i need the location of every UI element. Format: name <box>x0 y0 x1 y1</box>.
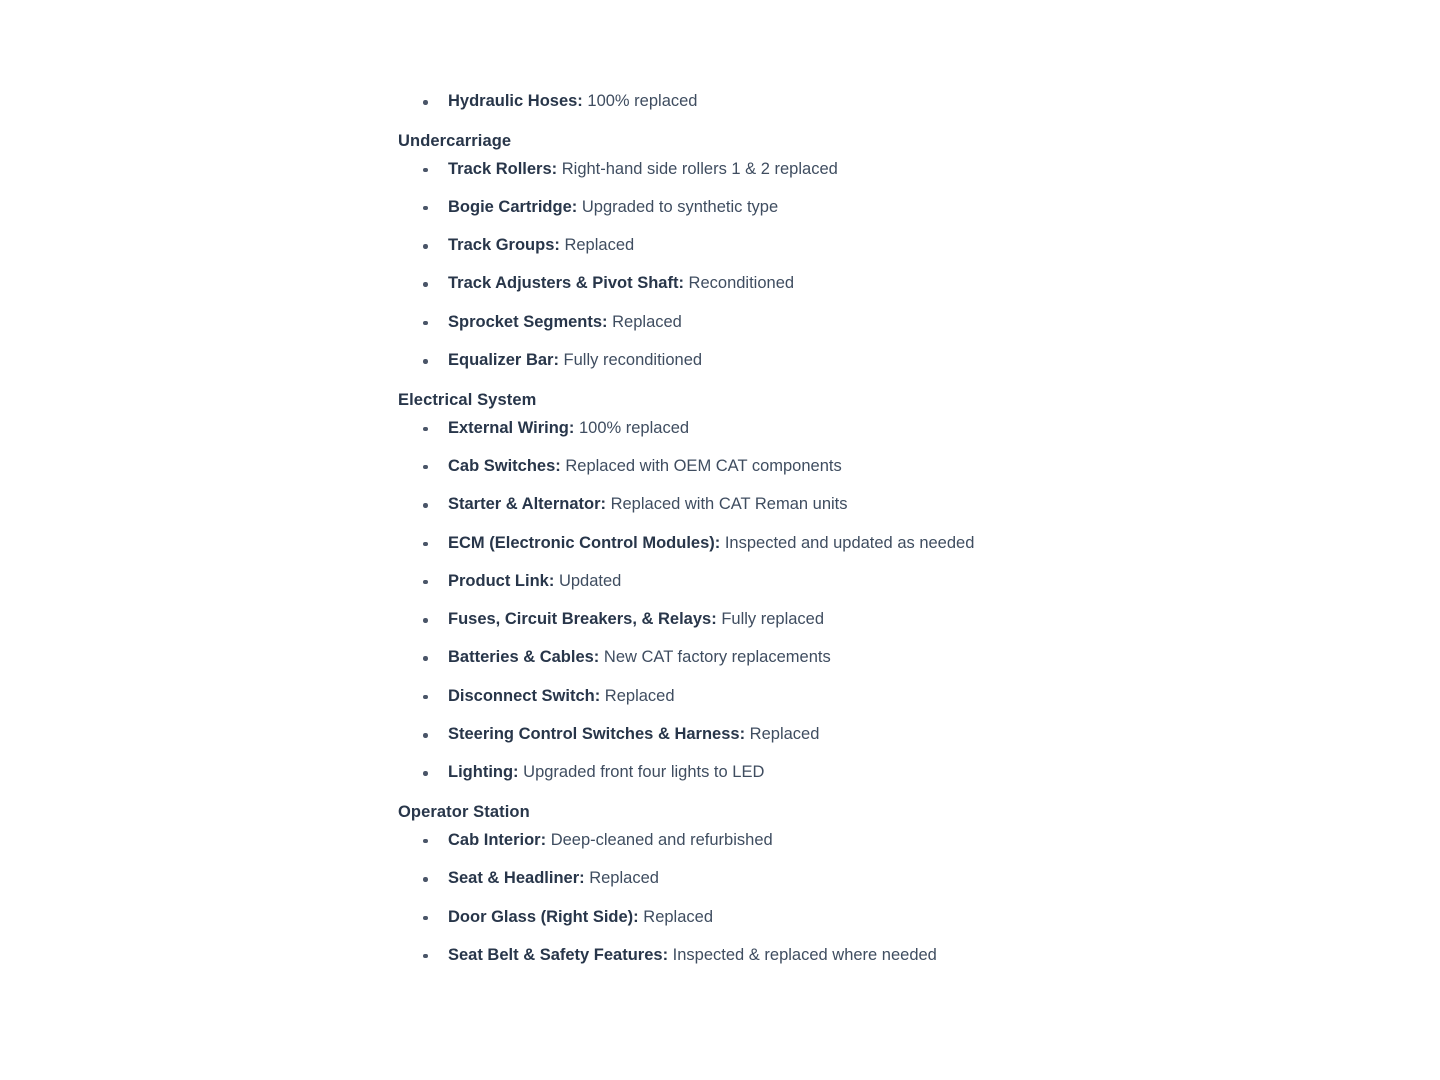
section-group <box>398 92 1098 112</box>
list-item-label: Track Groups: <box>448 236 560 255</box>
list-item <box>398 610 1098 630</box>
bullet-list <box>398 419 1098 783</box>
list-item-value: Replaced <box>643 907 713 926</box>
list-item <box>398 457 1098 477</box>
list-item-label: Hydraulic Hoses: <box>448 92 583 110</box>
list-item <box>398 908 1098 928</box>
list-item-label: Fuses, Circuit Breakers, & Relays: <box>448 610 717 629</box>
section-heading: Operator Station <box>398 803 530 822</box>
list-item-value: Fully replaced <box>721 610 825 629</box>
list-item-label: Lighting: <box>448 763 519 782</box>
list-item <box>398 274 1098 294</box>
section-heading: Electrical System <box>398 390 537 409</box>
list-item-value: Inspected & replaced where needed <box>672 945 937 964</box>
section-group-electrical-system <box>398 391 1098 783</box>
list-item-label: Seat & Headliner: <box>448 869 585 888</box>
list-item-label: Seat Belt & Safety Features: <box>448 945 669 964</box>
list-item <box>398 495 1098 515</box>
list-item-label: Product Link: <box>448 571 555 590</box>
list-item <box>398 831 1098 851</box>
list-item <box>398 351 1098 371</box>
list-item-value: 100% replaced <box>578 418 690 437</box>
list-item-value: Reconditioned <box>688 274 795 293</box>
list-item-label: Track Rollers: <box>448 159 558 178</box>
section-group-undercarriage <box>398 132 1098 371</box>
list-item-label: Equalizer Bar: <box>448 351 559 370</box>
bullet-list <box>398 160 1098 371</box>
list-item-value: Deep-cleaned and refurbished <box>550 830 773 849</box>
section-heading: Undercarriage <box>398 131 512 150</box>
list-item-label: Disconnect Switch: <box>448 686 601 705</box>
list-item-label: Sprocket Segments: <box>448 312 608 331</box>
list-item <box>398 419 1098 439</box>
list-item-value: Replaced with CAT Reman units <box>610 495 848 514</box>
list-item-value: Inspected and updated as needed <box>724 533 975 552</box>
list-item-value: Fully reconditioned <box>563 351 703 370</box>
list-item-label: Cab Interior: <box>448 830 547 849</box>
list-item-value: New CAT factory replacements <box>603 648 831 667</box>
list-item <box>398 869 1098 889</box>
list-item-value: Replaced with OEM CAT components <box>565 456 842 475</box>
list-item-value: Replaced <box>589 869 659 888</box>
list-item-label: ECM (Electronic Control Modules): <box>448 533 721 552</box>
list-item <box>398 946 1098 966</box>
list-item-value: 100% replaced <box>587 92 698 110</box>
list-item-value: Replaced <box>612 312 682 331</box>
list-item-value: Replaced <box>749 725 820 744</box>
list-item-label: Bogie Cartridge: <box>448 197 578 216</box>
document-content <box>398 92 1098 984</box>
list-item <box>398 687 1098 707</box>
list-item <box>398 160 1098 180</box>
list-item-label: Door Glass (Right Side): <box>448 907 639 926</box>
list-item-label: Steering Control Switches & Harness: <box>448 725 746 744</box>
list-item-value: Replaced <box>604 686 675 705</box>
list-item-value: Upgraded to synthetic type <box>581 197 779 216</box>
list-item-value: Updated <box>558 571 622 590</box>
list-item-value: Replaced <box>564 236 635 255</box>
list-item <box>398 763 1098 783</box>
list-item <box>398 648 1098 668</box>
list-item <box>398 92 1098 112</box>
list-item <box>398 725 1098 745</box>
list-item-value: Right-hand side rollers 1 & 2 replaced <box>561 159 838 178</box>
list-item-value: Upgraded front four lights to LED <box>523 763 765 782</box>
bullet-list <box>398 92 1098 112</box>
list-item <box>398 236 1098 256</box>
list-item <box>398 534 1098 554</box>
bullet-list <box>398 831 1098 966</box>
list-item <box>398 313 1098 333</box>
list-item-label: Cab Switches: <box>448 456 561 475</box>
list-item-label: External Wiring: <box>448 418 575 437</box>
list-item-label: Batteries & Cables: <box>448 648 600 667</box>
list-item <box>398 198 1098 218</box>
list-item <box>398 572 1098 592</box>
section-group-operator-station <box>398 803 1098 965</box>
list-item-label: Starter & Alternator: <box>448 495 606 514</box>
list-item-label: Track Adjusters & Pivot Shaft: <box>448 274 684 293</box>
